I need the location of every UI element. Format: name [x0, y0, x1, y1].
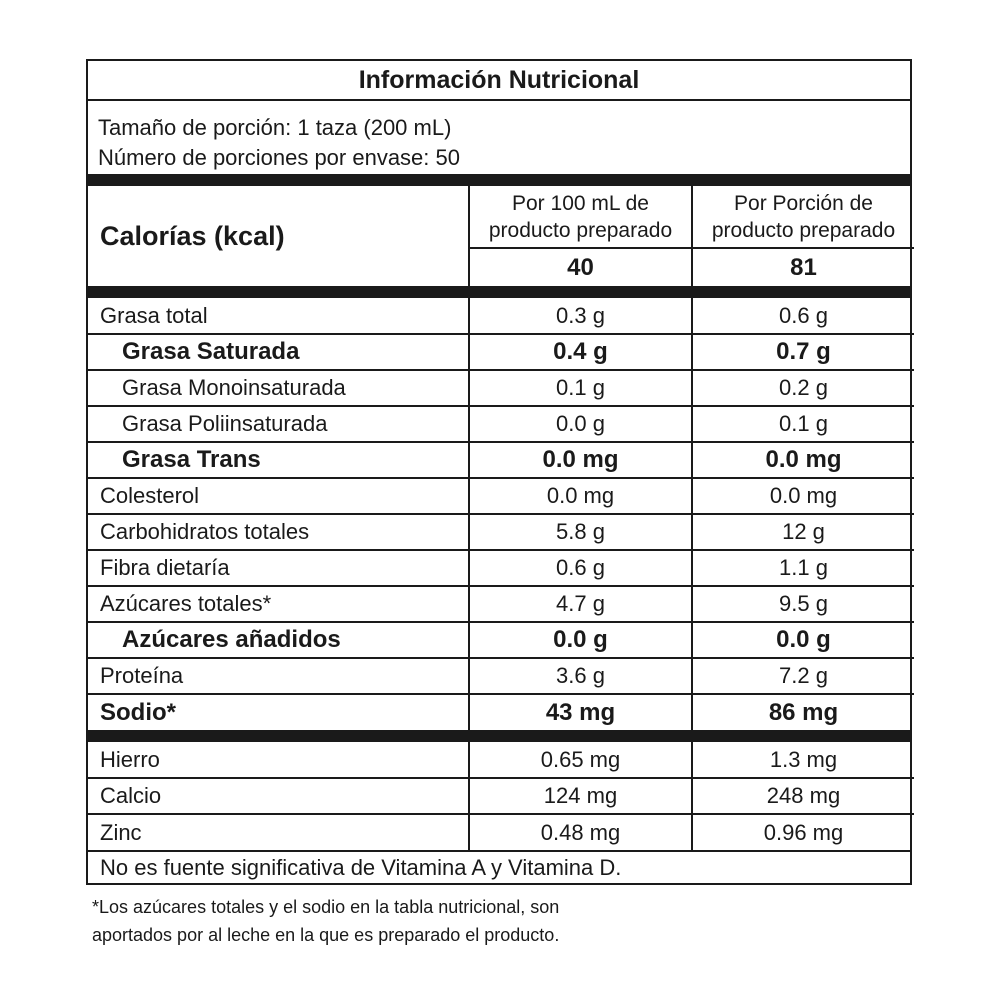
nutrient-per-100ml: 4.7 g [469, 586, 692, 622]
nutrient-per-serving: 0.1 g [692, 406, 914, 442]
thick-divider [88, 730, 910, 742]
footnote [92, 893, 912, 949]
nutrient-row [88, 550, 914, 586]
nutrient-name: Azúcares totales* [88, 586, 469, 622]
nutrient-name: Sodio* [88, 694, 469, 730]
nutrient-name: Carbohidratos totales [88, 514, 469, 550]
nutrient-per-serving: 0.0 mg [692, 442, 914, 478]
nutrient-per-100ml: 0.0 mg [469, 442, 692, 478]
vitamin-note: No es fuente significativa de Vitamina A y Vitamina D. [88, 850, 910, 884]
nutrient-per-100ml: 0.0 g [469, 406, 692, 442]
nutrient-name: Proteína [88, 658, 469, 694]
nutrient-per-100ml: 43 mg [469, 694, 692, 730]
thick-divider [88, 286, 910, 298]
nutrient-per-100ml: 5.8 g [469, 514, 692, 550]
mineral-row [88, 814, 914, 850]
mineral-name: Hierro [100, 746, 160, 772]
nutrient-per-100ml: 0.0 mg [469, 478, 692, 514]
nutrient-per-serving: 9.5 g [692, 586, 914, 622]
nutrient-row [88, 622, 914, 658]
mineral-per-serving: 0.96 mg [692, 814, 914, 850]
footnote-line: aportados por al leche en la que es preparado el producto. [92, 925, 560, 945]
nutrient-name: Fibra dietaría [88, 550, 469, 586]
nutrient-row [88, 694, 914, 730]
nutrient-per-serving: 86 mg [692, 694, 914, 730]
mineral-per-100ml: 124 mg [469, 778, 692, 814]
nutrient-name: Grasa Monoinsaturada [88, 370, 469, 406]
nutrient-per-100ml: 3.6 g [469, 658, 692, 694]
nutrient-name: Grasa Saturada [88, 334, 469, 370]
mineral-per-serving: 248 mg [692, 778, 914, 814]
nutrient-per-serving: 7.2 g [692, 658, 914, 694]
nutrient-per-serving: 0.2 g [692, 370, 914, 406]
nutrient-name: Colesterol [88, 478, 469, 514]
col-header-per-100ml: Por 100 mL de producto preparado [469, 186, 692, 248]
nutrient-row [88, 442, 914, 478]
minerals-table [88, 742, 914, 850]
nutrient-name: Grasa Poliinsaturada [88, 406, 469, 442]
calories-table [88, 186, 914, 286]
nutrient-per-serving: 1.1 g [692, 550, 914, 586]
nutrient-row [88, 334, 914, 370]
nutrition-facts-label [86, 59, 912, 885]
nutrient-name: Grasa Trans [88, 442, 469, 478]
nutrient-name: Azúcares añadidos [88, 622, 469, 658]
nutrient-per-100ml: 0.0 g [469, 622, 692, 658]
nutrient-per-serving: 0.7 g [692, 334, 914, 370]
nutrient-per-100ml: 0.3 g [469, 298, 692, 334]
footnote-line: *Los azúcares totales y el sodio en la tabla nutricional, son [92, 897, 560, 917]
thick-divider [88, 174, 910, 186]
nutrient-row [88, 406, 914, 442]
nutrient-row [88, 298, 914, 334]
serving-info [88, 101, 910, 174]
mineral-name: Calcio [88, 778, 469, 814]
nutrient-row [88, 586, 914, 622]
nutrient-row [88, 514, 914, 550]
mineral-name: Zinc [88, 814, 469, 850]
calories-label: Calorías (kcal) [100, 220, 285, 251]
calories-per-100ml: 40 [469, 248, 692, 286]
nutrient-row [88, 658, 914, 694]
servings-per-container: Número de porciones por envase: 50 [98, 145, 460, 170]
nutrient-name: Grasa total [100, 302, 208, 328]
nutrient-per-100ml: 0.4 g [469, 334, 692, 370]
nutrient-row [88, 370, 914, 406]
nutrients-table [88, 298, 914, 730]
col-header-per-serving: Por Porción de producto preparado [692, 186, 914, 248]
label-title: Información Nutricional [88, 61, 910, 101]
nutrient-per-100ml: 0.6 g [469, 550, 692, 586]
nutrient-per-serving: 0.0 mg [692, 478, 914, 514]
nutrient-per-100ml: 0.1 g [469, 370, 692, 406]
calories-per-serving: 81 [692, 248, 914, 286]
mineral-row [88, 778, 914, 814]
nutrient-per-serving: 12 g [692, 514, 914, 550]
nutrient-per-serving: 0.0 g [692, 622, 914, 658]
nutrient-row [88, 478, 914, 514]
mineral-per-100ml: 0.48 mg [469, 814, 692, 850]
mineral-row [88, 742, 914, 778]
mineral-per-100ml: 0.65 mg [469, 742, 692, 778]
mineral-per-serving: 1.3 mg [692, 742, 914, 778]
serving-size: Tamaño de porción: 1 taza (200 mL) [98, 115, 452, 140]
nutrient-per-serving: 0.6 g [692, 298, 914, 334]
